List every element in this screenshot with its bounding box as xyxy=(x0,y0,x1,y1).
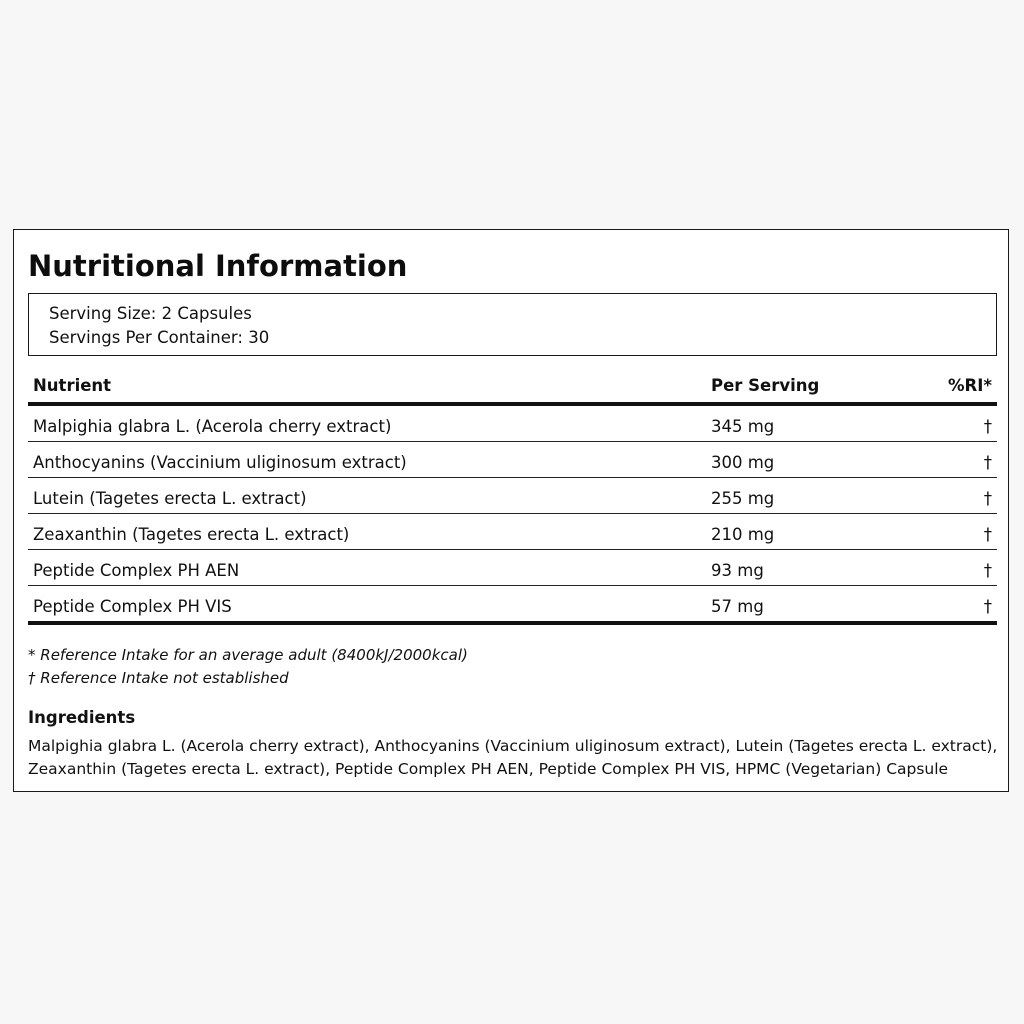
nutrient-ri: † xyxy=(983,525,992,544)
servings-per-container: Servings Per Container: 30 xyxy=(49,328,270,347)
nutrient-amount: 93 mg xyxy=(711,561,764,580)
table-row xyxy=(28,550,997,586)
table-row xyxy=(28,406,997,442)
nutrient-amount: 345 mg xyxy=(711,417,775,436)
ingredients-text xyxy=(28,735,998,781)
serving-info-box xyxy=(28,293,997,356)
nutrient-amount: 300 mg xyxy=(711,453,775,472)
nutrition-panel xyxy=(13,229,1009,792)
footnote-not-established: † Reference Intake not established xyxy=(28,669,289,687)
nutrient-ri: † xyxy=(983,453,992,472)
nutrient-amount: 255 mg xyxy=(711,489,775,508)
nutrient-ri: † xyxy=(983,561,992,580)
nutrient-ri: † xyxy=(983,417,992,436)
nutrient-ri: † xyxy=(983,489,992,508)
nutrient-name: Peptide Complex PH AEN xyxy=(33,561,240,580)
header-nutrient: Nutrient xyxy=(33,376,112,395)
ingredients-heading: Ingredients xyxy=(28,708,136,727)
nutrient-name: Peptide Complex PH VIS xyxy=(33,597,232,616)
footnote-reference-intake: * Reference Intake for an average adult (8400kJ/2000kcal) xyxy=(28,646,468,664)
table-row xyxy=(28,586,997,625)
ingredients-line: Zeaxanthin (Tagetes erecta L. extract), Peptide Complex PH AEN, Peptide Complex PH VIS, HPMC (Vegetarian) Capsule xyxy=(28,760,949,778)
table-row xyxy=(28,478,997,514)
nutrient-table xyxy=(28,370,997,625)
nutrient-name: Malpighia glabra L. (Acerola cherry extract) xyxy=(33,417,392,436)
header-per-serving: Per Serving xyxy=(711,376,820,395)
table-row xyxy=(28,442,997,478)
nutrient-name: Anthocyanins (Vaccinium uliginosum extract) xyxy=(33,453,407,472)
serving-size: Serving Size: 2 Capsules xyxy=(49,304,252,323)
panel-title: Nutritional Information xyxy=(28,249,408,283)
table-row xyxy=(28,514,997,550)
footnotes xyxy=(28,644,468,690)
ingredients-line: Malpighia glabra L. (Acerola cherry extract), Anthocyanins (Vaccinium uliginosum extract), Lutein (Tagetes erecta L. extract), xyxy=(28,737,998,755)
nutrient-amount: 210 mg xyxy=(711,525,775,544)
nutrient-amount: 57 mg xyxy=(711,597,764,616)
nutrient-name: Zeaxanthin (Tagetes erecta L. extract) xyxy=(33,525,350,544)
nutrient-name: Lutein (Tagetes erecta L. extract) xyxy=(33,489,307,508)
table-header xyxy=(28,370,997,406)
nutrient-ri: † xyxy=(983,597,992,616)
header-ri: %RI* xyxy=(947,376,992,395)
